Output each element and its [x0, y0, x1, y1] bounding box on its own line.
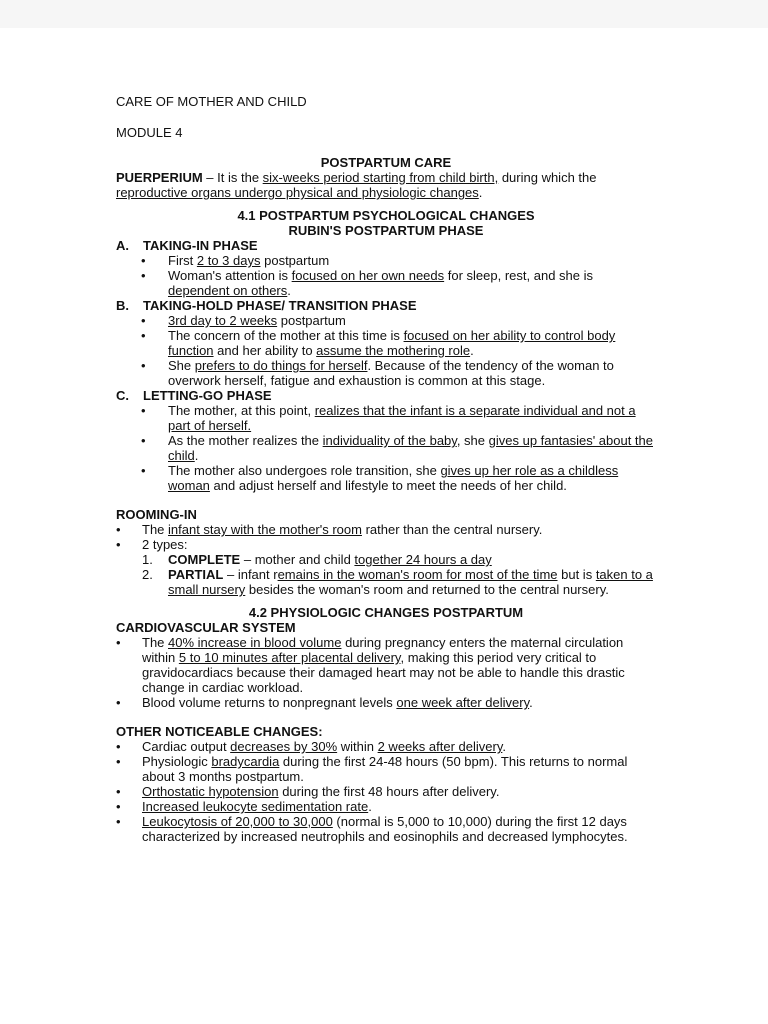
list-item	[168, 253, 656, 268]
list-item	[168, 433, 656, 463]
underlined-text: focused on her ability to control body function	[168, 328, 616, 358]
underlined-text: reproductive organs undergo physical and physiologic changes	[116, 185, 479, 200]
text: .	[287, 283, 291, 298]
list-item	[168, 328, 656, 358]
section-4-1-subtitle: RUBIN'S POSTPARTUM PHASE	[288, 223, 484, 238]
text: and her ability to	[213, 343, 317, 358]
list-item	[142, 754, 656, 784]
underlined-text: gives up her role as a childless woman	[168, 463, 619, 493]
document-page	[0, 28, 768, 1024]
underlined-text: emains in the woman's room for most of the time	[277, 567, 558, 582]
list-item	[142, 739, 656, 754]
phase-c-list	[116, 403, 656, 493]
text: .	[502, 739, 506, 754]
list-item	[142, 537, 656, 552]
underlined-text: 40% increase in blood volume	[168, 635, 342, 650]
other-changes-list	[116, 739, 656, 844]
list-item	[168, 313, 656, 328]
underlined-text: prefers to do things for herself	[194, 358, 368, 373]
underlined-text: decreases by 30%	[230, 739, 338, 754]
text: – infant r	[223, 567, 278, 582]
list-item	[168, 403, 656, 433]
phase-c-heading	[116, 388, 656, 403]
phase-b-letter: B.	[116, 298, 129, 313]
list-item	[142, 522, 656, 537]
text: Blood volume returns to nonpregnant levels	[142, 695, 397, 710]
underlined-text: assume the mothering role	[316, 343, 471, 358]
list-item	[142, 799, 656, 814]
underlined-text: six-weeks period starting from child birth,	[262, 170, 499, 185]
item-number: 1.	[142, 552, 153, 567]
phase-c-title: LETTING-GO PHASE	[143, 388, 272, 403]
list-item	[142, 695, 656, 710]
other-changes-heading: OTHER NOTICEABLE CHANGES:	[116, 724, 323, 739]
underlined-text: focused on her own needs	[291, 268, 445, 283]
text: postpartum	[260, 253, 330, 268]
text: .	[470, 343, 474, 358]
item-number: 2.	[142, 567, 153, 582]
section-4-1-title: 4.1 POSTPARTUM PSYCHOLOGICAL CHANGES	[237, 208, 535, 223]
text: .	[368, 799, 372, 814]
text: within	[337, 739, 378, 754]
rooming-in-heading: ROOMING-IN	[116, 507, 197, 522]
underlined-text: taken to a small nursery	[168, 567, 653, 597]
text: during the first 48 hours after delivery.	[278, 784, 500, 799]
module-label: MODULE 4	[116, 125, 183, 140]
underlined-text: bradycardia	[211, 754, 280, 769]
list-item	[142, 635, 656, 695]
text: , she	[456, 433, 489, 448]
spacer	[116, 597, 656, 605]
underlined-text: Orthostatic hypotension	[142, 784, 279, 799]
phase-a-letter: A.	[116, 238, 129, 253]
text: .	[478, 185, 483, 200]
underlined-text: gives up fantasies' about the child	[168, 433, 653, 463]
text: for sleep, rest, and she is	[444, 268, 593, 283]
underlined-text: realizes that the infant is a separate individual and not a part of herself.	[168, 403, 636, 433]
list-item	[142, 567, 656, 597]
phase-c-letter: C.	[116, 388, 129, 403]
term: PARTIAL	[168, 567, 224, 582]
text: during which the	[498, 170, 597, 185]
puerperium-term: PUERPERIUM	[116, 170, 203, 185]
text: .	[194, 448, 199, 463]
text: rather than the central nursery.	[361, 522, 543, 537]
text: The	[142, 635, 169, 650]
underlined-text: together 24 hours a day	[354, 552, 492, 567]
text: She	[168, 358, 195, 373]
course-title: CARE OF MOTHER AND CHILD	[116, 94, 307, 109]
text: .	[529, 695, 533, 710]
puerperium-definition	[116, 170, 656, 200]
document-title: POSTPARTUM CARE	[320, 155, 452, 170]
text: during pregnancy enters the maternal circulation within	[142, 635, 624, 665]
phase-a-title: TAKING-IN PHASE	[143, 238, 258, 253]
list-item	[168, 268, 656, 298]
text: – It is the	[202, 170, 263, 185]
text: The	[142, 522, 169, 537]
viewer-top-bar	[0, 0, 768, 29]
text: postpartum	[277, 313, 346, 328]
section-4-2-title: 4.2 PHYSIOLOGIC CHANGES POSTPARTUM	[248, 605, 524, 620]
text: The mother, at this point,	[168, 403, 315, 418]
spacer	[116, 200, 656, 208]
text: . Because of the tendency of the woman to overwork herself, fatigue and exhaustion is common at this stage.	[168, 358, 614, 388]
phase-a-list	[116, 253, 656, 298]
underlined-text: one week after delivery	[396, 695, 530, 710]
spacer	[116, 710, 656, 724]
underlined-text: 2 weeks after delivery	[377, 739, 503, 754]
underlined-text: individuality of the baby	[322, 433, 457, 448]
phase-b-title: TAKING-HOLD PHASE/ TRANSITION PHASE	[143, 298, 417, 313]
text: (normal is 5,000 to 10,000) during the first 12 days characterized by increased neutrophils and eosinophils and decreased lymphocytes.	[142, 814, 628, 844]
list-item	[142, 784, 656, 799]
rooming-in-types-list	[116, 552, 656, 597]
text: , making this period very critical to gravidocardiacs because their damaged heart may not be able to handle this drastic change in cardiac workload.	[142, 650, 625, 695]
phase-b-heading	[116, 298, 656, 313]
underlined-text: infant stay with the mother's room	[168, 522, 362, 537]
text: First	[168, 253, 197, 268]
term: COMPLETE	[168, 552, 241, 567]
underlined-text: 5 to 10 minutes after placental delivery	[178, 650, 401, 665]
text: Physiologic	[142, 754, 212, 769]
cardiovascular-list	[116, 635, 656, 710]
text: besides the woman's room and returned to the central nursery.	[245, 582, 609, 597]
text: and adjust herself and lifestyle to meet the needs of her child.	[209, 478, 567, 493]
text: – mother and child	[240, 552, 355, 567]
list-item	[168, 358, 656, 388]
text: The mother also undergoes role transition, she	[168, 463, 441, 478]
text: Woman's attention is	[168, 268, 292, 283]
list-item	[142, 552, 656, 567]
phase-a-heading	[116, 238, 656, 253]
phase-b-list	[116, 313, 656, 388]
underlined-text: dependent on others	[168, 283, 288, 298]
text: during the first 24-48 hours (50 bpm). This returns to normal about 3 months postpartum.	[142, 754, 628, 784]
text: Cardiac output	[142, 739, 231, 754]
list-item	[168, 463, 656, 493]
rooming-in-list	[116, 522, 656, 552]
underlined-text: Leukocytosis of 20,000 to 30,000	[142, 814, 333, 829]
text: 2 types:	[142, 537, 188, 552]
document-content	[116, 94, 656, 844]
text: but is	[557, 567, 596, 582]
underlined-text: 3rd day to 2 weeks	[168, 313, 278, 328]
list-item	[142, 814, 656, 844]
text: The concern of the mother at this time is	[168, 328, 404, 343]
text: As the mother realizes the	[168, 433, 323, 448]
underlined-text: Increased leukocyte sedimentation rate	[142, 799, 369, 814]
cardiovascular-heading: CARDIOVASCULAR SYSTEM	[116, 620, 296, 635]
spacer	[116, 493, 656, 507]
underlined-text: 2 to 3 days	[196, 253, 261, 268]
